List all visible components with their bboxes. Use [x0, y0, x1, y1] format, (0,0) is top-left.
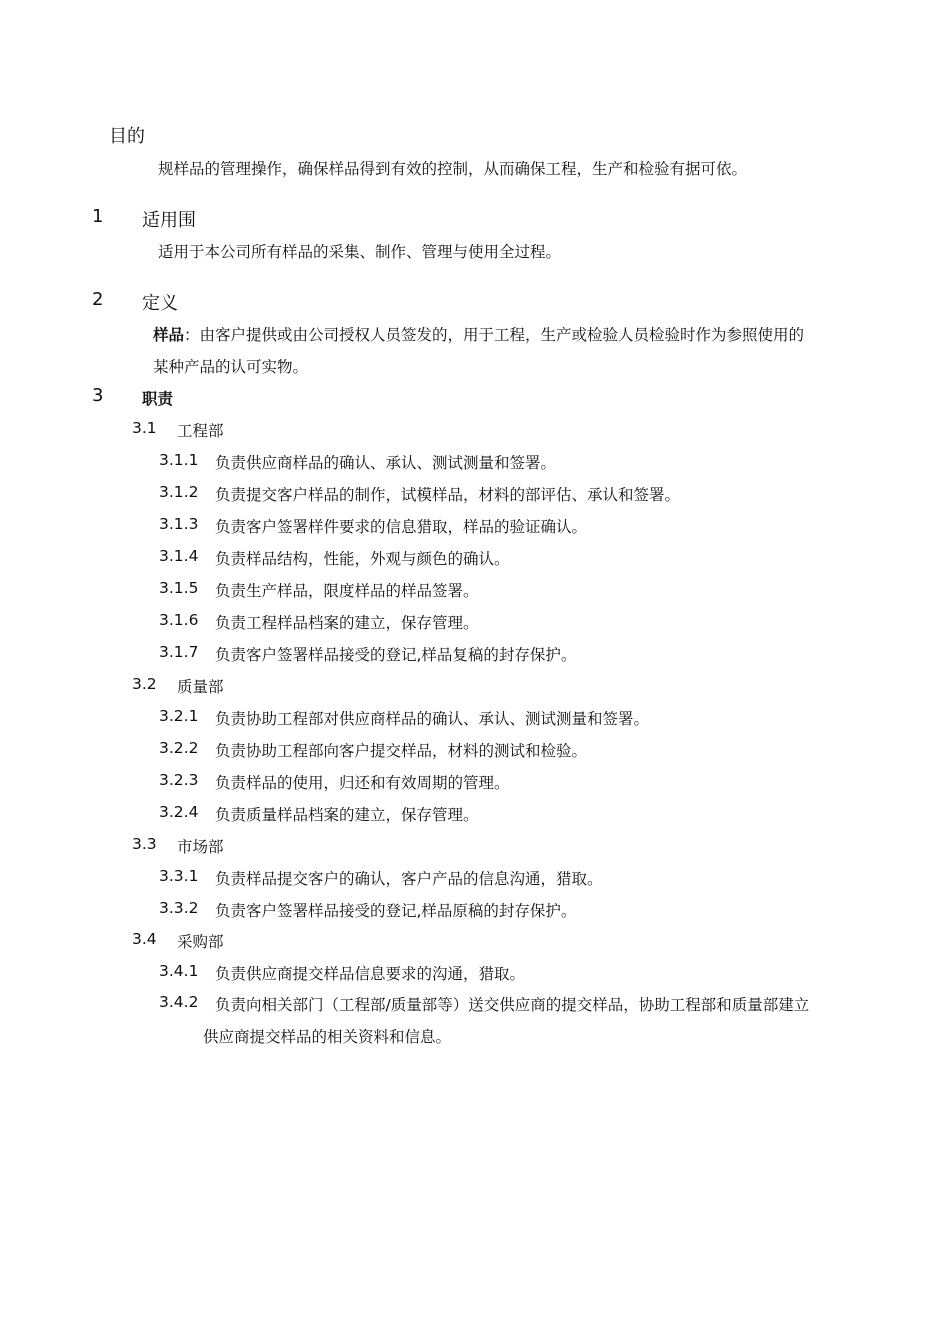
item-number: 3.1.7	[159, 643, 199, 661]
item-text: 负责供应商样品的确认、承认、测试测量和签署。	[215, 454, 557, 472]
scope-heading: 适用围	[142, 210, 196, 231]
duties-heading: 职责	[142, 390, 174, 408]
item-text: 负责样品提交客户的确认，客户产品的信息沟通，猎取。	[215, 870, 603, 888]
item-text: 负责客户签署样品接受的登记,样品复稿的封存保护。	[215, 646, 577, 664]
item-text: 负责提交客户样品的制作，试模样品，材料的部评估、承认和签署。	[215, 486, 681, 504]
scope-number: 1	[92, 206, 104, 227]
dept-number: 3.4	[132, 930, 157, 948]
dept-number: 3.3	[132, 835, 157, 853]
item-number: 3.1.5	[159, 579, 199, 597]
item-number: 3.1.2	[159, 483, 199, 501]
item-number: 3.1.3	[159, 515, 199, 533]
dept-name: 工程部	[177, 422, 224, 440]
item-number: 3.1.1	[159, 451, 199, 469]
item-number: 3.1.6	[159, 611, 199, 629]
item-text: 负责工程样品档案的建立，保存管理。	[215, 614, 479, 632]
duties-number: 3	[92, 385, 104, 406]
item-text: 负责生产样品，限度样品的样品签署。	[215, 582, 479, 600]
item-text: 负责协助工程部对供应商样品的确认、承认、测试测量和签署。	[215, 710, 650, 728]
definition-line-1	[153, 323, 804, 345]
item-text: 负责供应商提交样品信息要求的沟通，猎取。	[215, 965, 526, 983]
item-text: 负责样品的使用，归还和有效周期的管理。	[215, 774, 510, 792]
item-text-continuation: 供应商提交样品的相关资料和信息。	[203, 1028, 452, 1046]
item-text: 负责客户签署样品接受的登记,样品原稿的封存保护。	[215, 902, 577, 920]
item-text: 负责客户签署样件要求的信息猎取，样品的验证确认。	[215, 518, 588, 536]
item-text: 负责质量样品档案的建立，保存管理。	[215, 806, 479, 824]
definition-text: ：由客户提供或由公司授权人员签发的，用于工程，生产或检验人员检验时作为参照使用的	[184, 326, 805, 344]
purpose-heading: 目的	[109, 126, 145, 147]
item-number: 3.2.4	[159, 803, 199, 821]
item-text: 负责协助工程部向客户提交样品，材料的测试和检验。	[215, 742, 588, 760]
item-number: 3.3.2	[159, 899, 199, 917]
item-number: 3.2.1	[159, 707, 199, 725]
item-number: 3.2.3	[159, 771, 199, 789]
dept-name: 采购部	[177, 933, 224, 951]
definition-heading: 定义	[142, 293, 178, 314]
item-text: 负责向相关部门（工程部/质量部等）送交供应商的提交样品，协助工程部和质量部建立	[215, 996, 810, 1014]
item-number: 3.4.2	[159, 993, 199, 1011]
purpose-text: 规样品的管理操作，确保样品得到有效的控制，从而确保工程，生产和检验有据可依。	[158, 160, 748, 178]
dept-number: 3.1	[132, 419, 157, 437]
dept-name: 质量部	[177, 678, 224, 696]
item-number: 3.1.4	[159, 547, 199, 565]
dept-number: 3.2	[132, 675, 157, 693]
item-number: 3.4.1	[159, 962, 199, 980]
definition-number: 2	[92, 289, 104, 310]
scope-text: 适用于本公司所有样品的采集、制作、管理与使用全过程。	[158, 243, 562, 261]
dept-name: 市场部	[177, 838, 224, 856]
item-number: 3.3.1	[159, 867, 199, 885]
definition-term: 样品	[153, 326, 185, 344]
item-text: 负责样品结构，性能，外观与颜色的确认。	[215, 550, 510, 568]
definition-line-2: 某种产品的认可实物。	[153, 358, 309, 376]
item-number: 3.2.2	[159, 739, 199, 757]
